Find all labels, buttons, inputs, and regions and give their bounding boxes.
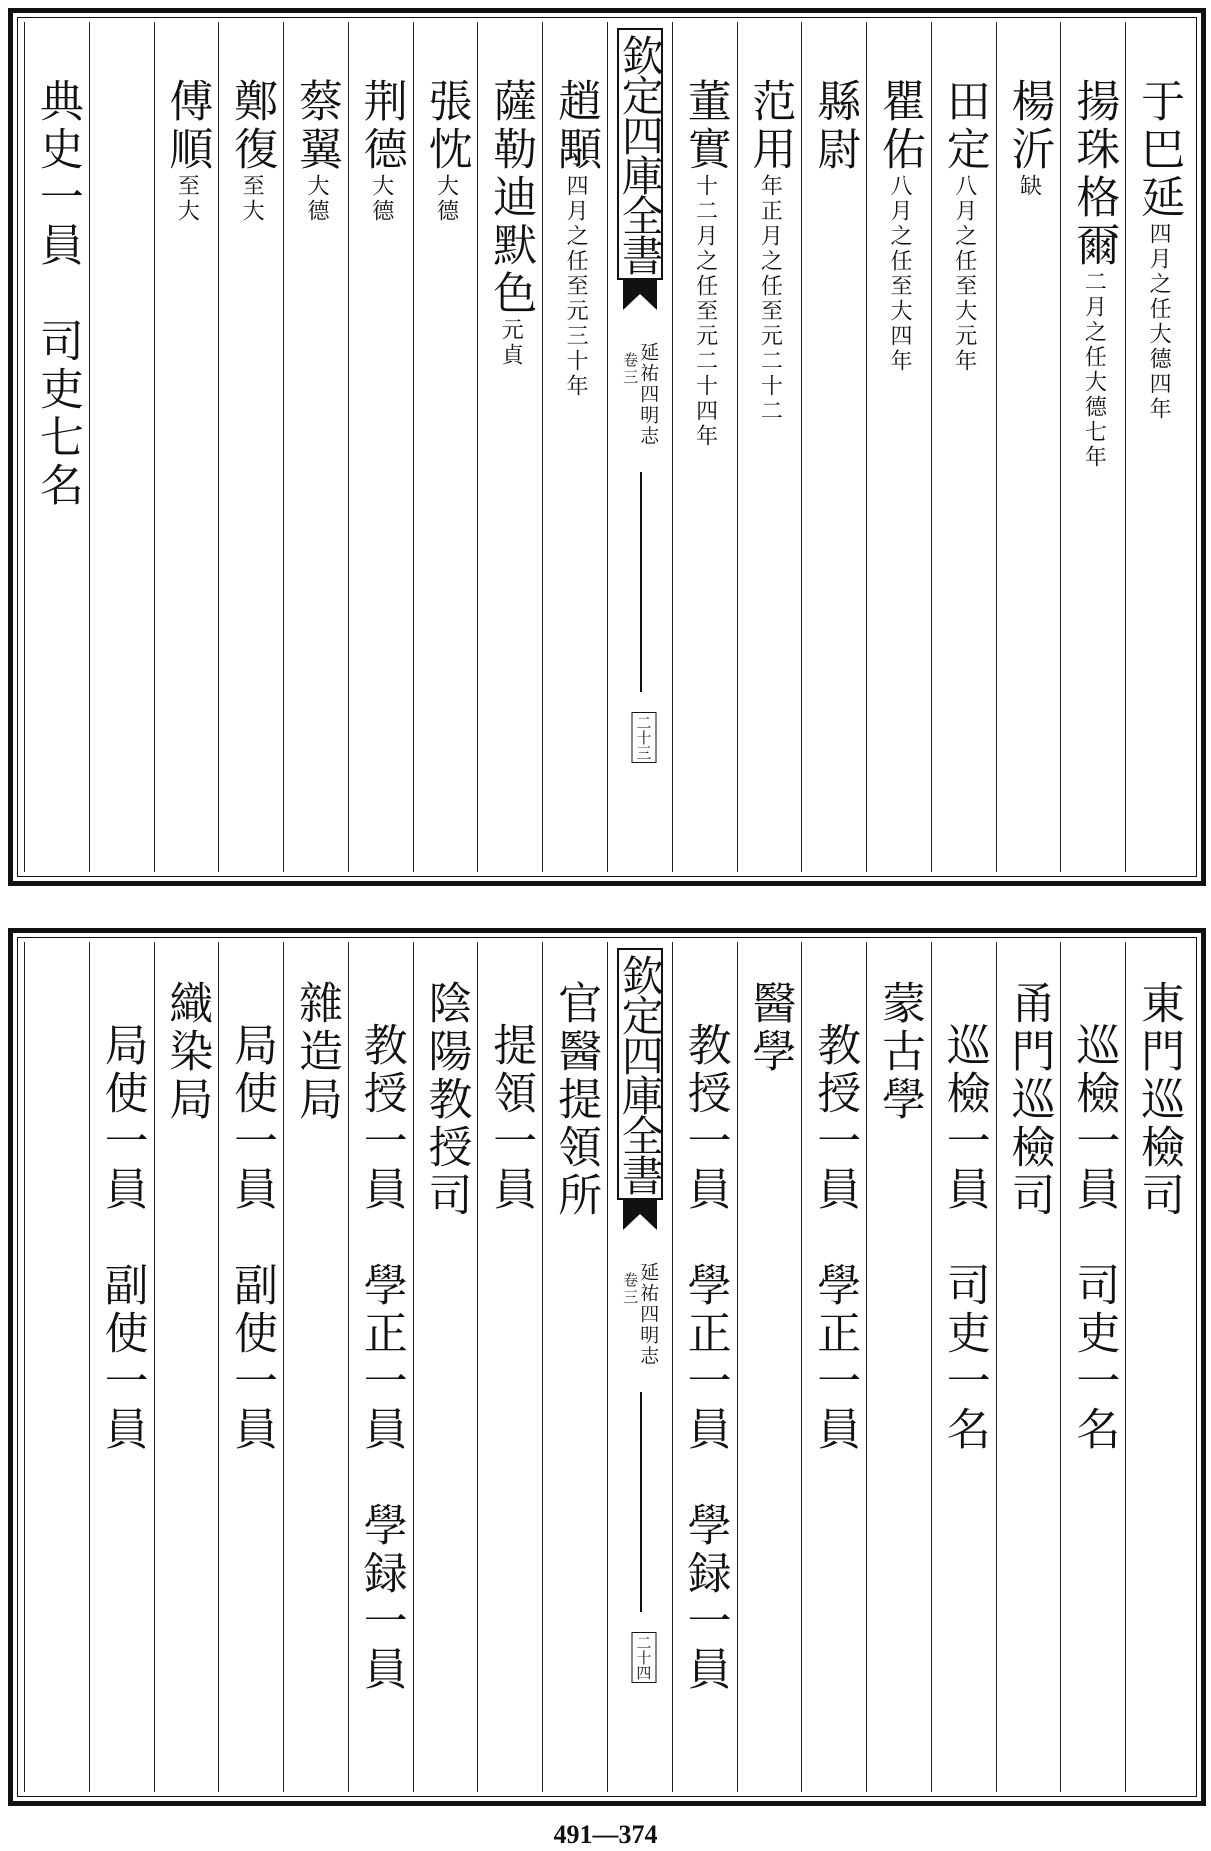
text-column — [672, 22, 737, 872]
main-text: 于巴延 — [1133, 78, 1185, 222]
text-column — [24, 22, 89, 872]
text-column — [931, 942, 996, 1792]
main-text: 田定 — [938, 78, 990, 174]
fishtail-mark-icon — [623, 280, 657, 310]
annotation-right: 大德 — [368, 174, 394, 224]
annotation-pair — [1145, 222, 1170, 422]
annotation-pair — [368, 174, 393, 224]
main-text: 醫學 — [744, 980, 796, 1076]
main-text: 局使一員 副使一員 — [96, 1022, 148, 1454]
text-column — [801, 22, 866, 872]
fold-juan-label: 卷三 — [621, 1272, 640, 1306]
text-column — [89, 22, 154, 872]
text-column — [542, 22, 607, 872]
annotation-right: 大德七年 — [1081, 370, 1107, 470]
main-text: 趙顒 — [550, 78, 602, 174]
text-column — [996, 22, 1061, 872]
text-column — [218, 942, 283, 1792]
main-text: 陰陽教授司 — [420, 980, 472, 1220]
main-text: 巡檢一員 司吏一名 — [938, 1022, 990, 1454]
column-text — [290, 980, 342, 1124]
main-text: 楊沂 — [1003, 78, 1055, 174]
text-columns — [24, 22, 1190, 872]
main-text: 教授一員 學正一員 學録一員 — [355, 1022, 407, 1694]
fold-page-number: 二十三 — [631, 712, 656, 763]
main-text: 雜造局 — [290, 980, 342, 1124]
main-text: 傅順 — [161, 78, 213, 174]
column-text — [290, 78, 342, 224]
column-text — [161, 980, 213, 1124]
text-column — [154, 942, 219, 1792]
column-text — [809, 78, 861, 174]
fold-juan-label: 卷三 — [621, 352, 640, 386]
column-text — [226, 1022, 278, 1454]
text-column — [283, 22, 348, 872]
text-column — [1125, 22, 1190, 872]
text-column — [542, 942, 607, 1792]
column-text — [226, 78, 278, 224]
column-text — [485, 78, 537, 368]
text-column — [477, 22, 542, 872]
main-text: 局使一員 副使一員 — [226, 1022, 278, 1454]
annotation-right: 至大四年 — [886, 274, 912, 374]
text-column — [1060, 22, 1125, 872]
column-text — [96, 1022, 148, 1454]
main-text: 巡檢一員 司吏一名 — [1068, 1022, 1120, 1454]
main-text: 張忱 — [420, 78, 472, 174]
column-text — [744, 980, 796, 1076]
annotation-left: 八月之任 — [886, 174, 912, 274]
column-text — [809, 1022, 861, 1454]
column-text — [420, 78, 472, 224]
text-column — [1060, 942, 1125, 1792]
annotation-pair — [173, 174, 198, 224]
annotation-pair — [497, 318, 522, 368]
fold-book-title: 延祐四明志 — [637, 342, 660, 447]
annotation-right: 至元二十四年 — [692, 299, 718, 449]
text-column — [283, 942, 348, 1792]
annotation-pair — [692, 174, 717, 449]
fold-page-number: 二十四 — [631, 1632, 656, 1683]
column-text — [873, 78, 925, 374]
text-column — [218, 22, 283, 872]
text-column — [1125, 942, 1190, 1792]
main-text: 教授一員 學正一員 學録一員 — [679, 1022, 731, 1694]
main-text: 典史一員 司吏七名 — [31, 78, 83, 510]
column-text — [1068, 78, 1120, 470]
column-text — [873, 980, 925, 1124]
text-column — [154, 22, 219, 872]
fishtail-mark-icon — [623, 1200, 657, 1230]
annotation-pair — [303, 174, 328, 224]
fold-title: 欽定四庫全書 — [617, 28, 663, 280]
column-text — [485, 1022, 537, 1214]
column-text — [1003, 78, 1055, 199]
main-text: 蔡翼 — [290, 78, 342, 174]
fold-book-title: 延祐四明志 — [637, 1262, 660, 1367]
text-columns — [24, 942, 1190, 1792]
column-text — [744, 78, 796, 424]
column-text — [550, 78, 602, 399]
fold-title: 欽定四庫全書 — [617, 948, 663, 1200]
page-top — [8, 8, 1206, 886]
column-text — [355, 1022, 407, 1694]
annotation-left: 四月之任 — [563, 174, 589, 274]
main-text: 范用 — [744, 78, 796, 174]
text-column — [866, 22, 931, 872]
annotation-pair — [951, 174, 976, 374]
annotation-right: 至元三十年 — [563, 274, 589, 399]
annotation-left: 二月之任 — [1081, 270, 1107, 370]
annotation-right: 缺 — [1016, 174, 1042, 199]
column-text — [420, 980, 472, 1220]
annotation-pair — [238, 174, 263, 224]
text-column — [89, 942, 154, 1792]
column-text — [938, 1022, 990, 1454]
annotation-pair — [1015, 174, 1040, 199]
annotation-left: 年正月之任 — [757, 174, 783, 299]
column-text — [679, 78, 731, 449]
main-text: 東門巡檢司 — [1133, 980, 1185, 1220]
text-column — [413, 22, 478, 872]
text-column — [348, 942, 413, 1792]
annotation-right: 元貞 — [498, 318, 524, 368]
text-column — [866, 942, 931, 1792]
annotation-right: 大德 — [433, 174, 459, 224]
main-text: 薩勒迪默色 — [485, 78, 537, 318]
annotation-right: 至大元年 — [951, 274, 977, 374]
text-column — [24, 942, 89, 1792]
text-column — [737, 942, 802, 1792]
column-text — [1133, 980, 1185, 1220]
column-text — [31, 78, 83, 510]
main-text: 教授一員 學正一員 — [809, 1022, 861, 1454]
annotation-right: 大德 — [303, 174, 329, 224]
annotation-pair — [432, 174, 457, 224]
annotation-left: 八月之任 — [951, 174, 977, 274]
annotation-right: 至大 — [239, 174, 265, 224]
column-text — [1003, 980, 1055, 1220]
annotation-pair — [756, 174, 781, 424]
fold-column — [607, 22, 672, 872]
annotation-left: 四月之任 — [1146, 222, 1172, 322]
annotation-pair — [886, 174, 911, 374]
text-column — [672, 942, 737, 1792]
main-text: 揚珠格爾 — [1068, 78, 1120, 270]
annotation-right: 至元二十二 — [757, 299, 783, 424]
main-text: 甬門巡檢司 — [1003, 980, 1055, 1220]
main-text: 提領一員 — [485, 1022, 537, 1214]
main-text: 瞿佑 — [873, 78, 925, 174]
column-text — [938, 78, 990, 374]
text-column — [801, 942, 866, 1792]
fold-column — [607, 942, 672, 1792]
annotation-pair — [1080, 270, 1105, 470]
main-text: 荆德 — [355, 78, 407, 174]
page-footer-number: 491—374 — [553, 1820, 658, 1849]
annotation-pair — [562, 174, 587, 399]
column-text — [1068, 1022, 1120, 1454]
text-column — [737, 22, 802, 872]
annotation-right: 大德四年 — [1146, 322, 1172, 422]
main-text: 官醫提領所 — [550, 980, 602, 1220]
column-text — [161, 78, 213, 224]
main-text: 縣尉 — [809, 78, 861, 174]
annotation-right: 至大 — [174, 174, 200, 224]
fold-line — [640, 472, 642, 692]
text-column — [413, 942, 478, 1792]
page-bottom — [8, 928, 1206, 1806]
column-text — [550, 980, 602, 1220]
fold-line — [640, 1392, 642, 1612]
text-column — [348, 22, 413, 872]
text-column — [477, 942, 542, 1792]
column-text — [1133, 78, 1185, 422]
text-column — [931, 22, 996, 872]
main-text: 鄭復 — [226, 78, 278, 174]
column-text — [679, 1022, 731, 1694]
text-column — [996, 942, 1061, 1792]
main-text: 織染局 — [161, 980, 213, 1124]
main-text: 蒙古學 — [873, 980, 925, 1124]
main-text: 董實 — [679, 78, 731, 174]
annotation-left: 十二月之任 — [692, 174, 718, 299]
column-text — [355, 78, 407, 224]
